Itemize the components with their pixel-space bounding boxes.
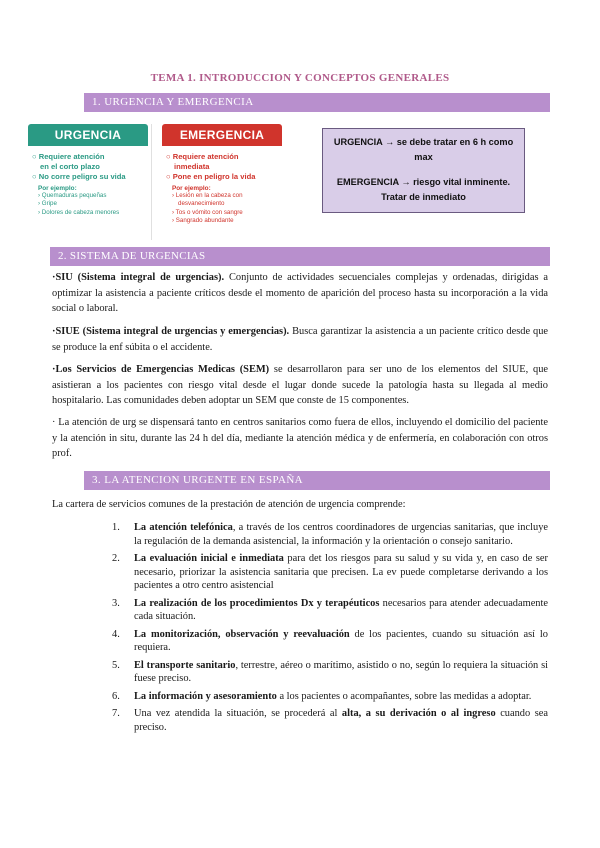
list-item: 5. El transporte sanitario, terrestre, aéreo o marítimo, asistido o no, según lo requiera la situación si fuese preciso. xyxy=(112,659,549,684)
emergencia-example-3: › Sangrado abundante xyxy=(172,217,234,225)
circle-bullet-icon: ○ xyxy=(32,172,37,181)
urgencia-example-1: › Quemaduras pequeñas xyxy=(38,192,107,199)
section-heading-label: 1. URGENCIA Y EMERGENCIA xyxy=(92,96,254,108)
emergencia-item-1-cont: inmediata xyxy=(174,162,210,171)
summary-box xyxy=(322,128,525,213)
emergencia-example-1: › Lesión en la cabeza con xyxy=(172,192,243,199)
summary-line-4: Tratar de inmediato xyxy=(381,192,466,202)
urgencia-item-1-cont: en el corto plazo xyxy=(40,162,100,171)
services-list xyxy=(112,521,548,734)
siu-term: ·SIU (Sistema integral de urgencias). xyxy=(52,272,225,283)
urgencia-header: URGENCIA xyxy=(28,124,148,146)
siue-term: ·SIUE (Sistema integral de urgencias y emergencias). xyxy=(52,326,290,337)
urgencia-example-2: › Gripe xyxy=(38,200,57,208)
siu-paragraph xyxy=(52,270,548,317)
emergencia-example-label: Por ejemplo: xyxy=(172,185,211,192)
section-heading-sistema-urgencias xyxy=(50,247,550,266)
siue-text: Busca garantizar la asistencia a un paciente crítico desde que se produce la enf súbita o el accidente. xyxy=(52,326,549,353)
emergencia-item-1: ○ Requiere atención xyxy=(166,152,239,161)
urg-paragraph: · La atención de urg se dispensará tanto en centros sanitarios como fuera de ellos, incluyendo el domicilio del paciente y la atención in situ, durante las 24 h del día, mediante la atención médica y de enfermería, en colaboración con otros prof. xyxy=(52,417,548,459)
section-heading-label: 2. SISTEMA DE URGENCIAS xyxy=(58,250,206,262)
infographic-divider xyxy=(151,124,152,240)
section-heading-urgencia-emergencia xyxy=(84,93,550,112)
urgencia-item-2: ○ No corre peligro su vida xyxy=(32,172,126,181)
list-item: 3. La realización de los procedimientos Dx y terapéuticos necesarios para atender adecuadamente cada situación. xyxy=(112,597,548,622)
sem-text: se desarrollaron para ser uno de los elementos del SIUE, que asistieran a los pacientes con riesgo vital desde el lugar donde sucede la patología hasta su llegada al medio hospitalario. Las comunidades deben adoptar un SEM que conste de 15 componentes. xyxy=(52,364,548,406)
summary-line-1: URGENCIA → se debe tratar en 6 h como xyxy=(333,137,514,147)
emergencia-card xyxy=(162,124,282,240)
circle-bullet-icon: ○ xyxy=(166,172,171,181)
summary-line-3: EMERGENCIA → riesgo vital inminente. xyxy=(336,177,511,187)
emergencia-example-1-cont: desvanecimiento xyxy=(178,200,225,208)
document-title: TEMA 1. INTRODUCCION Y CONCEPTOS GENERALES xyxy=(150,72,450,84)
sem-paragraph xyxy=(52,362,548,409)
circle-bullet-icon: ○ xyxy=(166,152,171,161)
urgencia-card xyxy=(28,124,148,240)
siue-paragraph xyxy=(52,324,548,355)
section-heading-label: 3. LA ATENCION URGENTE EN ESPAÑA xyxy=(92,474,304,486)
siu-text: Conjunto de actividades secuenciales complejas y ordenadas, dirigidas a optimizar la asistencia a paciente críticos desde el momento de aparición del proceso hasta su incorporación a la vida social o laboral. xyxy=(52,272,548,314)
circle-bullet-icon: ○ xyxy=(32,152,37,161)
list-item: 1. La atención telefónica, a través de los centros coordinadores de urgencias sanitarias, que incluye la regulación de la demanda asistencial, la información y la orientación o consejo sanitario. xyxy=(112,522,548,547)
summary-line-2: max xyxy=(414,152,433,162)
sem-term: ·Los Servicios de Emergencias Medicas (SEM) xyxy=(52,364,270,375)
list-item: 4. La monitorización, observación y reevaluación de los pacientes, cuando su situación así lo requiera. xyxy=(112,628,548,653)
emergencia-example-2: › Tos o vómito con sangre xyxy=(172,208,243,216)
list-item: 6. La información y asesoramiento a los pacientes o acompañantes, sobre las medidas a adoptar. xyxy=(112,690,532,702)
list-item: 7. Una vez atendida la situación, se procederá al alta, a su derivación o al ingreso cuando sea preciso. xyxy=(112,708,548,733)
urgencia-item-1: ○ Requiere atención xyxy=(32,152,105,161)
section-heading-atencion-urgente xyxy=(84,471,550,490)
services-intro: La cartera de servicios comunes de la prestación de atención de urgencia comprende: xyxy=(52,499,406,510)
emergencia-item-2: ○ Pone en peligro la vida xyxy=(166,172,256,181)
list-item: 2. La evaluación inicial e inmediata para det los riesgos para su salud y su vida y, en caso de ser necesario, priorizar la asistencia sanitaria que precisen. La ev puede completarse derivando a los pacientes a otro centro asistencial xyxy=(112,553,548,591)
urgencia-example-3: › Dolores de cabeza menores xyxy=(38,208,120,216)
emergencia-header: EMERGENCIA xyxy=(162,124,282,146)
urgencia-example-label: Por ejemplo: xyxy=(38,185,77,192)
